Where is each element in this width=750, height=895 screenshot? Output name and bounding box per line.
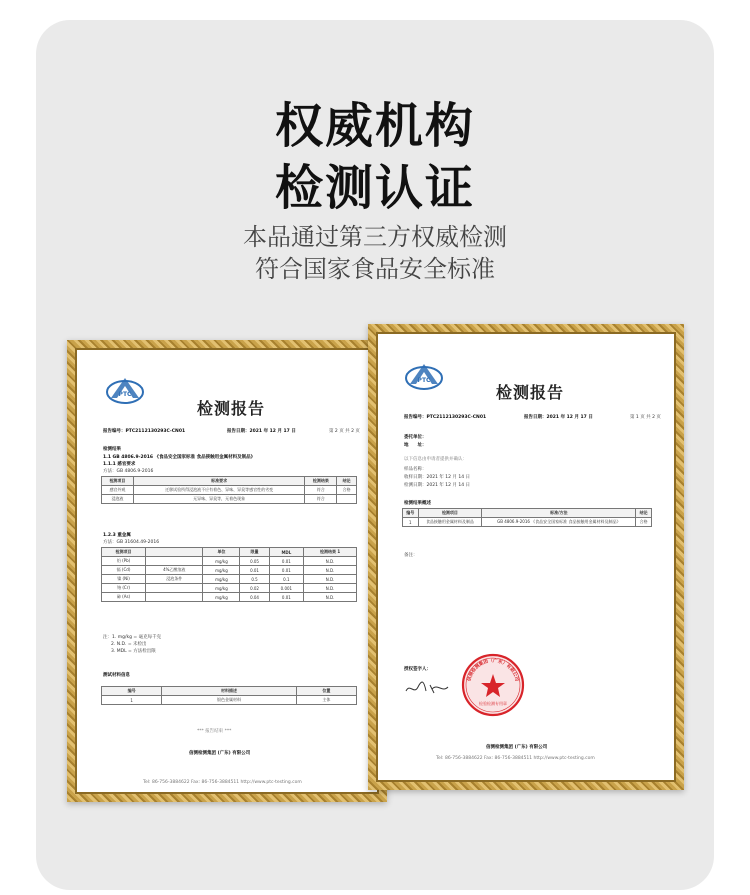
- table-row: [102, 593, 357, 602]
- table-cell: 0.01: [269, 566, 304, 575]
- left-t1-header: 检测结果: [305, 477, 337, 486]
- table-cell: [146, 584, 203, 593]
- svg-text:PTC: PTC: [417, 377, 431, 384]
- table-cell: mg/kg: [203, 593, 240, 602]
- table-cell: 0.01: [240, 566, 269, 575]
- left-page-number: 第 2 页 共 2 页: [329, 429, 360, 434]
- right-page-number: 第 1 页 共 2 页: [630, 415, 661, 420]
- right-report-no: 报告编号：PTC2112130293C-CN01: [404, 415, 487, 420]
- table-cell: [146, 593, 203, 602]
- table-row: [102, 575, 357, 584]
- table-cell: 1: [403, 518, 419, 527]
- left-t2-header: 检测结果 1: [304, 548, 357, 557]
- table-cell: 符合: [305, 486, 337, 495]
- table-cell: 食品接触用金属材料及制品: [418, 518, 482, 527]
- left-section-1: 检测结果: [103, 447, 121, 452]
- table-cell: 浸泡液: [102, 495, 134, 504]
- table-cell: 4%乙酸溶液: [146, 566, 203, 575]
- left-t1-header: 检测项目: [102, 477, 134, 486]
- subheading-line-1: 本品通过第三方权威检测: [243, 223, 507, 251]
- table-row: [102, 566, 357, 575]
- table-row: [102, 486, 357, 495]
- right-sample-date: 收样日期：2021 年 12 月 14 日: [404, 475, 471, 480]
- right-table-summary: [402, 508, 652, 527]
- right-sample-name: 样品名称：: [404, 467, 427, 472]
- left-section-2: 测试材料信息: [103, 673, 130, 678]
- left-table-heavy-metals: [101, 547, 357, 602]
- table-cell: 0.01: [269, 593, 304, 602]
- left-footer-company: 信测检测集团 (广东) 有限公司: [189, 751, 251, 756]
- table-cell: 主体: [296, 696, 356, 705]
- table-cell: 合格: [636, 518, 652, 527]
- table-cell: 砷 (As): [102, 593, 146, 602]
- left-method-1: 方法：GB 4806.9-2016: [103, 469, 154, 474]
- left-note-2: 2. N.D. = 未检出: [111, 642, 147, 647]
- table-cell: 无异味、异臭等，无着色现象: [133, 495, 305, 504]
- certificate-left-page: [75, 348, 379, 794]
- right-t-header: 标准/方法: [482, 509, 636, 518]
- table-cell: 镉 (Cd): [102, 566, 146, 575]
- left-t3-header: 位置: [296, 687, 356, 696]
- right-client: 委托单位：: [404, 435, 427, 440]
- ptc-logo-icon: [105, 374, 145, 406]
- table-cell: 0.1: [269, 575, 304, 584]
- right-test-date: 检测日期：2021 年 12 月 14 日: [404, 483, 471, 488]
- left-t2-header: [146, 548, 203, 557]
- table-cell: 浸泡条件: [146, 575, 203, 584]
- right-footer-company: 信测检测集团 (广东) 有限公司: [486, 745, 548, 750]
- table-cell: 银色金属材料: [162, 696, 296, 705]
- left-standard-1: 1.1 GB 4806.9-2016 《食品安全国家标准 食品接触用金属材料及制品》: [103, 455, 256, 460]
- table-cell: 合格: [337, 486, 357, 495]
- left-t1-header: 结论: [337, 477, 357, 486]
- table-cell: mg/kg: [203, 575, 240, 584]
- table-cell: 0.01: [269, 557, 304, 566]
- left-note-1: 注：1. mg/kg = 毫克每千克: [103, 635, 162, 640]
- official-seal-icon: [460, 652, 526, 718]
- right-t-header: 检测项目: [418, 509, 482, 518]
- table-cell: 0.02: [240, 584, 269, 593]
- right-provided-info: 以下信息由申请者提供并确认：: [404, 457, 467, 462]
- svg-text:PTC: PTC: [118, 391, 132, 398]
- left-subsection-1-1-1: 1.1.1 感官要求: [103, 462, 136, 467]
- table-cell: 1: [102, 696, 162, 705]
- left-t2-header: MDL: [269, 548, 304, 557]
- right-address: 地 址：: [404, 443, 427, 448]
- table-cell: [337, 495, 357, 504]
- table-cell: N.D.: [304, 575, 357, 584]
- left-t2-header: 单位: [203, 548, 240, 557]
- table-row: [102, 584, 357, 593]
- heading-line-1: 权威机构: [274, 98, 475, 154]
- seal-sub-text: 检验检测专用章: [479, 701, 507, 706]
- table-cell: mg/kg: [203, 557, 240, 566]
- left-t2-header: 限量: [240, 548, 269, 557]
- left-subsection-heavy-metals: 1.2.3 重金属: [103, 533, 131, 538]
- table-cell: mg/kg: [203, 584, 240, 593]
- table-cell: 0.05: [240, 557, 269, 566]
- certificate-left-frame: [67, 340, 387, 802]
- table-cell: 0.5: [240, 575, 269, 584]
- right-remark: 备注：: [404, 553, 418, 558]
- table-cell: mg/kg: [203, 566, 240, 575]
- certificate-right-title: 检测报告: [496, 383, 565, 402]
- table-cell: 铬 (Cr): [102, 584, 146, 593]
- certificate-right-frame: [368, 324, 684, 790]
- right-t-header: 编号: [403, 509, 419, 518]
- table-cell: N.D.: [304, 557, 357, 566]
- table-cell: 镍 (Ni): [102, 575, 146, 584]
- right-section-summary: 检测结果概述: [404, 501, 431, 506]
- signature-icon: [404, 679, 452, 697]
- table-row: [102, 696, 357, 705]
- table-row: [102, 495, 357, 504]
- left-table-materials: [101, 686, 357, 705]
- right-signer-label: 授权签字人：: [404, 667, 431, 672]
- right-t-header: 结论: [636, 509, 652, 518]
- left-t3-header: 编号: [102, 687, 162, 696]
- certificate-right-page: [376, 332, 676, 782]
- left-note-3: 3. MDL = 方法检出限: [111, 649, 156, 654]
- certificate-left-title: 检测报告: [197, 399, 266, 418]
- subheading-line-2: 符合国家食品安全标准: [255, 255, 495, 283]
- left-report-no: 报告编号：PTC2112130293C-CN01: [103, 429, 186, 434]
- table-cell: 感官外观: [102, 486, 134, 495]
- table-cell: 0.04: [240, 593, 269, 602]
- left-report-end: *** 报告结束 ***: [197, 729, 232, 734]
- left-table-sensory: [101, 476, 357, 504]
- left-footer-contact: Tel: 86-756-3884622 Fax: 86-756-3884511 http://www.ptc-testing.com: [143, 780, 302, 785]
- heading-line-2: 检测认证: [274, 160, 475, 216]
- left-method-2: 方法：GB 31604.49-2016: [103, 540, 160, 545]
- left-t3-header: 材料描述: [162, 687, 296, 696]
- table-cell: [146, 557, 203, 566]
- table-cell: N.D.: [304, 593, 357, 602]
- table-row: [403, 518, 652, 527]
- table-cell: 符合: [305, 495, 337, 504]
- seal-arc-text: 信测检测集团（广东）有限公司: [467, 658, 519, 682]
- left-t1-header: 标准要求: [133, 477, 305, 486]
- table-row: [102, 557, 357, 566]
- table-cell: GB 4806.9-2016 《食品安全国家标准 食品接触用金属材料及制品》: [482, 518, 636, 527]
- table-cell: N.D.: [304, 566, 357, 575]
- right-report-date: 报告日期：2021 年 12 月 17 日: [524, 415, 593, 420]
- left-t2-header: 检测项目: [102, 548, 146, 557]
- left-report-date: 报告日期：2021 年 12 月 17 日: [227, 429, 296, 434]
- table-cell: 0.001: [269, 584, 304, 593]
- table-cell: 铅 (Pb): [102, 557, 146, 566]
- table-cell: 迁移试验所得浸泡液不应有着色、异味、异臭等感官性的劣变: [133, 486, 305, 495]
- ptc-logo-icon: [404, 360, 444, 392]
- table-cell: N.D.: [304, 584, 357, 593]
- right-footer-contact: Tel: 86-756-3884622 Fax: 86-756-3884511 http://www.ptc-testing.com: [436, 756, 595, 761]
